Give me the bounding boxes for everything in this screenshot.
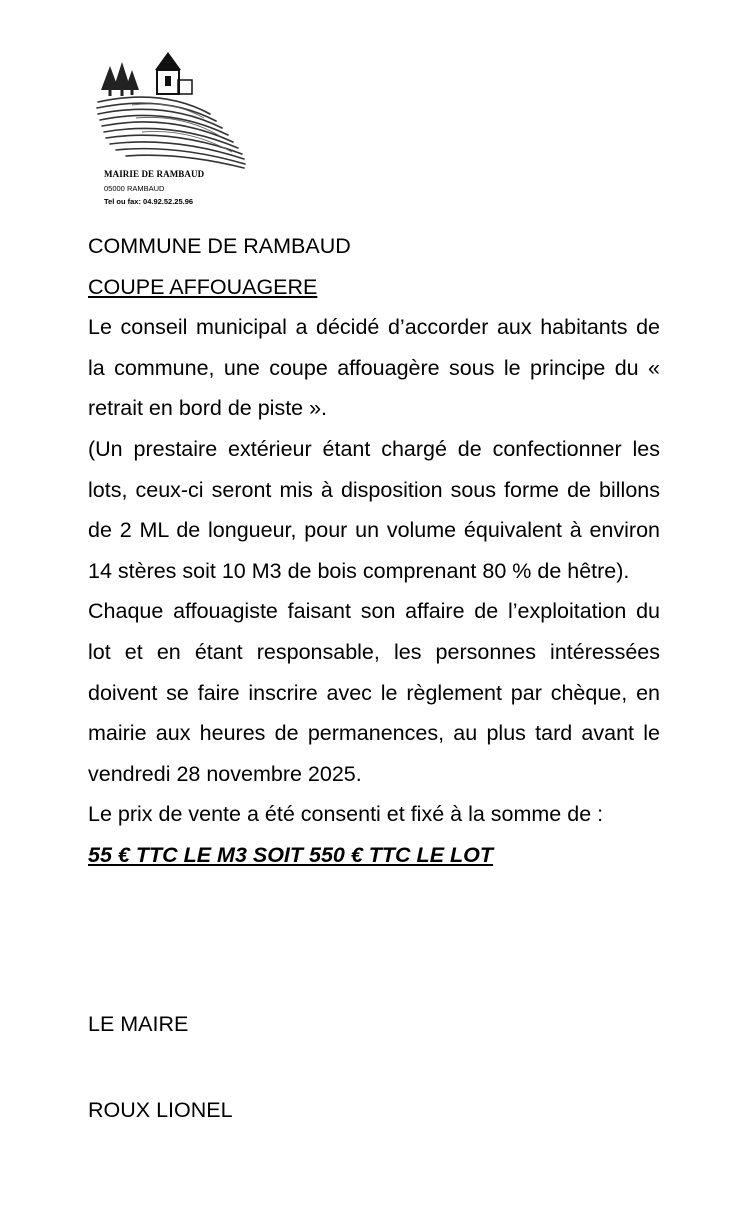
- signature-name: ROUX LIONEL: [88, 1098, 233, 1122]
- paragraph-lots: (Un prestaire extérieur étant chargé de confectionner les lots, ceux-ci seront mis à disposition sous forme de billons de 2 ML de longueur, pour un volume équivalent à environ 14 stères soit 10 M3 de bois comprenant 80 % de hêtre).: [88, 436, 660, 583]
- mairie-phone: Tel ou fax: 04.92.52.25.96: [104, 197, 194, 206]
- commune-heading: COMMUNE DE RAMBAUD: [88, 234, 351, 258]
- signature-title: LE MAIRE: [88, 1012, 189, 1036]
- paragraph-price-intro: Le prix de vente a été consenti et fixé à la somme de :: [88, 802, 604, 827]
- mairie-name: MAIRIE DE RAMBAUD: [104, 169, 205, 179]
- mairie-logo-block: [92, 48, 252, 213]
- paragraph-decision: Le conseil municipal a décidé d’accorder aux habitants de la commune, une coupe affouagère sous le principe du « retrait en bord de piste ».: [88, 315, 660, 421]
- mairie-postal-address: 05000 RAMBAUD: [104, 184, 165, 193]
- paragraph-registration: Chaque affouagiste faisant son affaire de l’exploitation du lot et en étant responsable, les personnes intéressées doivent se faire inscrire avec le règlement par chèque, en mairie aux heures de permanences, au plus tard avant le vendredi 28 novembre 2025.: [88, 599, 660, 786]
- mairie-logo-icon: [92, 48, 252, 170]
- notice-body: [88, 226, 660, 876]
- price-statement: 55 € TTC LE M3 SOIT 550 € TTC LE LOT: [88, 842, 493, 867]
- notice-title: COUPE AFFOUAGERE: [88, 274, 318, 299]
